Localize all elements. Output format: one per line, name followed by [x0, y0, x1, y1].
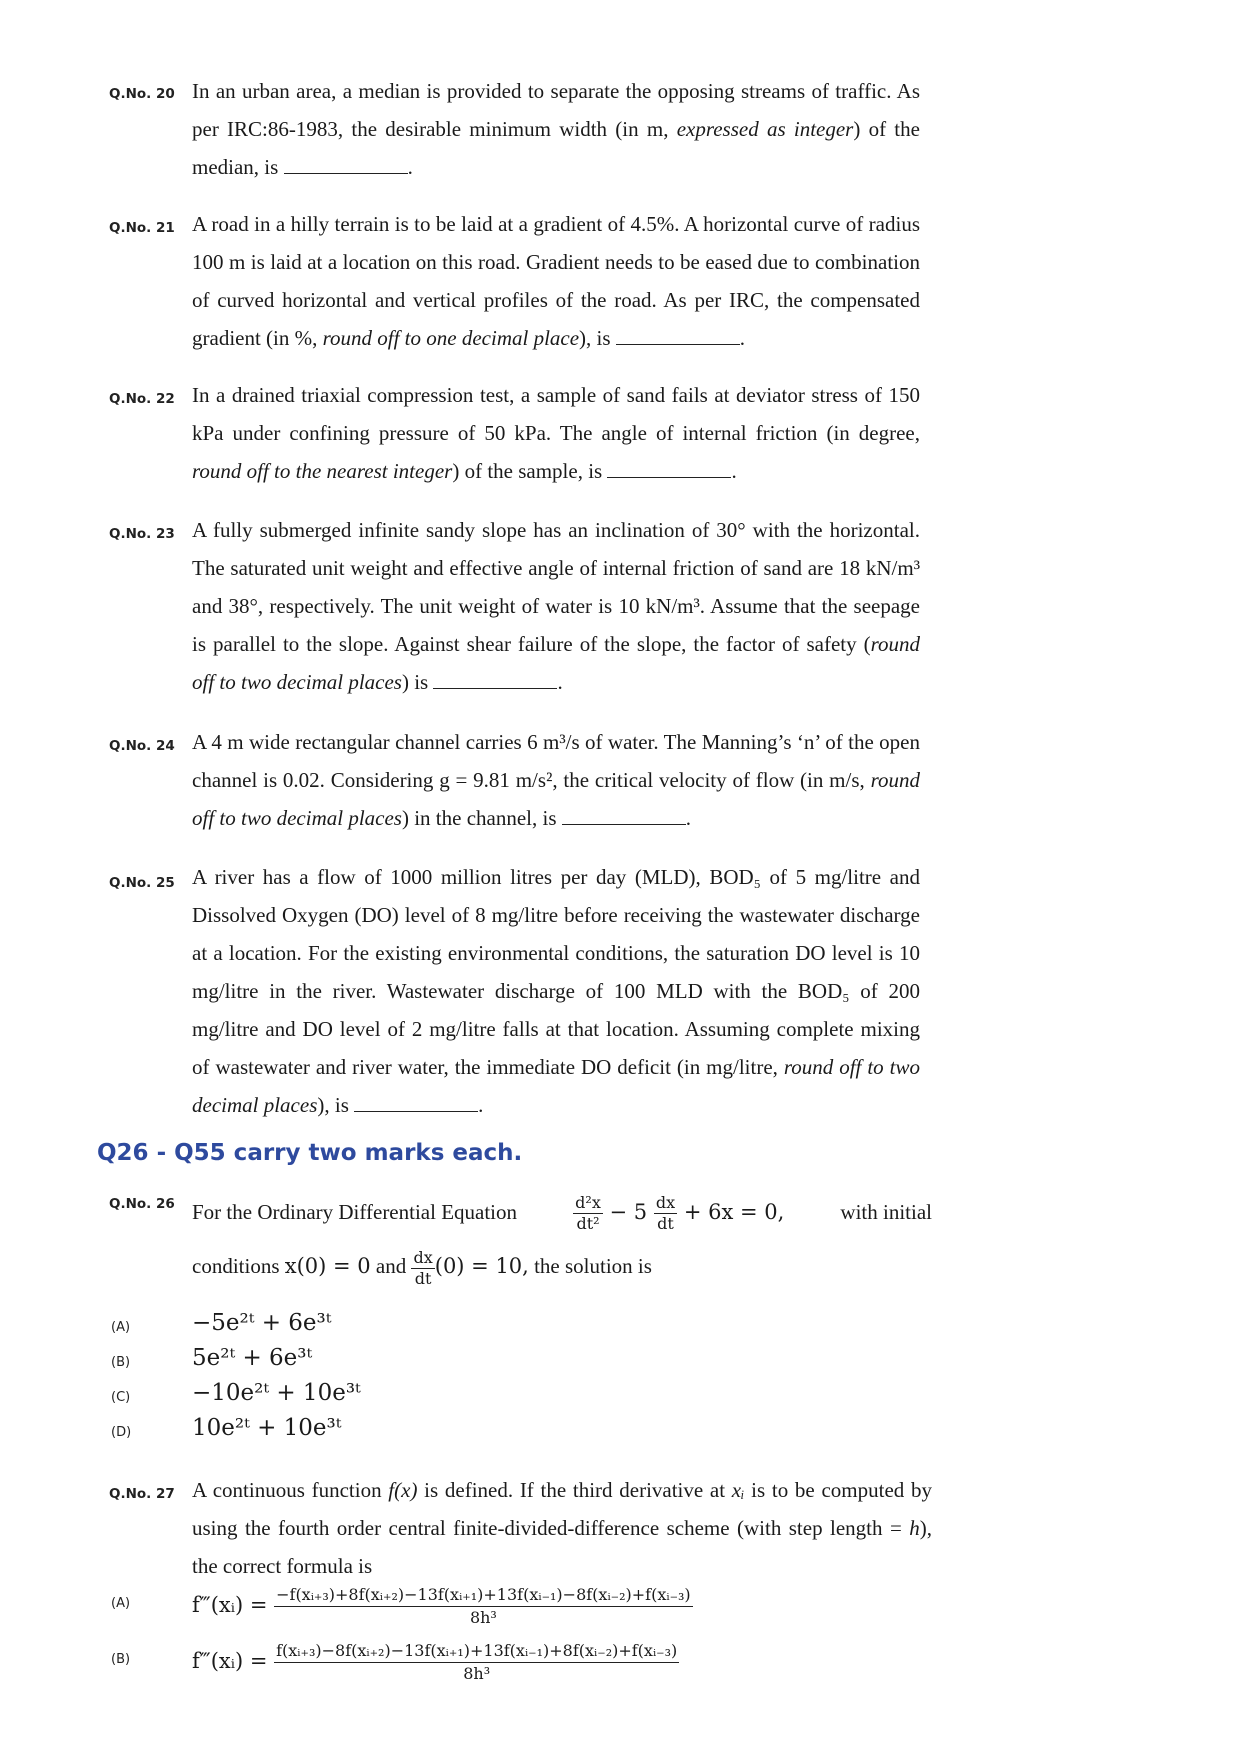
initial-condition: x(0) = 0	[284, 1254, 371, 1278]
option-label: (A)	[111, 1596, 131, 1611]
question-text: A road in a hilly terrain is to be laid at a gradient of 4.5%. A horizontal curve of radius 100 m is laid at a location on this road. Gradient needs to be eased due to combination of curved horizontal and vertical profiles of the road. As per IRC, the compensated gradient (in %, round off to one decimal place), is .	[192, 212, 920, 350]
question-text: In an urban area, a median is provided to separate the opposing streams of traffic. As per IRC:86-1983, the desirable minimum width (in m, expressed as integer) of the median, is .	[192, 79, 920, 179]
conditions-label: conditions	[192, 1254, 280, 1278]
question-number: Q.No. 24	[109, 738, 175, 754]
option-formula	[192, 1584, 693, 1629]
question-instruction: expressed as integer	[676, 117, 854, 141]
fraction-denominator: 8h³	[463, 1664, 491, 1683]
question-body: ), the correct formula is	[192, 1516, 932, 1578]
ode-intro: For the Ordinary Differential Equation	[192, 1200, 518, 1224]
question-number: Q.No. 21	[109, 220, 175, 236]
question-text: A river has a flow of 1000 million litres per day (MLD), BOD₅ of 5 mg/litre and Dissolved Oxygen (DO) level of 8 mg/litre before receiving the wastewater discharge at a location. For the existing environmental conditions, the saturation DO level is 10 mg/litre in the river. Wastewater discharge of 100 MLD with the BOD₅ of 200 mg/litre and DO level of 2 mg/litre falls at that location. Assuming complete mixing of wastewater and river water, the immediate DO deficit (in mg/litre, round off to two decimal places), is .	[192, 865, 920, 1117]
question-body: A road in a hilly terrain is to be laid at a gradient of 4.5%. A horizontal curve of radius 100 m is laid at a location on this road. Gradient needs to be eased due to combination of curved horizontal and vertical profiles of the road. As per IRC, the compensated gradient (in %,	[192, 212, 920, 350]
question-number: Q.No. 27	[109, 1486, 175, 1502]
answer-blank	[616, 322, 740, 345]
question-body: In a drained triaxial compression test, a sample of sand fails at deviator stress of 150 kPa under confining pressure of 50 kPa. The angle of internal friction (in degree,	[192, 383, 920, 445]
option-label: (B)	[111, 1652, 131, 1667]
section-heading: Q26 - Q55 carry two marks each.	[97, 1140, 523, 1166]
conditions-line	[192, 1242, 932, 1290]
question-tail: ), is	[579, 326, 611, 350]
question-body: In an urban area, a median is provided to separate the opposing streams of traffic. As per IRC:86-1983, the desirable minimum width (in m,	[192, 79, 920, 141]
question-instruction: round off to two decimal places	[192, 632, 920, 694]
option-answer: 5e²ᵗ + 6e³ᵗ	[192, 1345, 313, 1371]
question-instruction: round off to the nearest integer	[192, 459, 453, 483]
question-text	[192, 1471, 932, 1585]
question-number: Q.No. 26	[109, 1196, 175, 1212]
formula-fraction	[274, 1584, 693, 1629]
option-answer: 10e²ᵗ + 10e³ᵗ	[192, 1415, 342, 1441]
option-answer: −10e²ᵗ + 10e³ᵗ	[192, 1380, 361, 1406]
fraction-denominator: dt	[414, 1268, 432, 1288]
question-tail: ) of the median, is	[192, 117, 920, 179]
option-label: (B)	[111, 1355, 131, 1370]
option-answer: −5e²ᵗ + 6e³ᵗ	[192, 1310, 332, 1336]
ode-equation	[573, 1188, 784, 1236]
question-tail: ) in the channel, is	[401, 806, 557, 830]
option-label: (C)	[111, 1390, 131, 1405]
question-text: A fully submerged infinite sandy slope has an inclination of 30° with the horizontal. The saturated unit weight and effective angle of internal friction of sand are 18 kN/m³ and 38°, respectively. The unit weight of water is 10 kN/m³. Assume that the seepage is parallel to the slope. Against shear failure of the slope, the factor of safety (round off to two decimal places) is .	[192, 518, 920, 694]
fraction-numerator: d²x	[575, 1193, 601, 1212]
fraction-denominator: dt²	[576, 1214, 600, 1233]
first-derivative-fraction	[654, 1193, 677, 1234]
fraction-numerator: f(xᵢ₊₃)−8f(xᵢ₊₂)−13f(xᵢ₊₁)+13f(xᵢ₋₁)+8f(xᵢ₋₂)+f(xᵢ₋₃)	[274, 1640, 679, 1663]
fraction-denominator: 8h³	[469, 1608, 497, 1627]
ode-outro: with initial	[840, 1200, 932, 1224]
initial-condition: (0) = 10,	[434, 1254, 529, 1278]
option-formula	[192, 1640, 679, 1685]
fraction-numerator: dx	[413, 1247, 433, 1267]
question-text	[192, 1188, 932, 1290]
question-tail: ) is	[401, 670, 429, 694]
fraction-numerator: −f(xᵢ₊₃)+8f(xᵢ₊₂)−13f(xᵢ₊₁)+13f(xᵢ₋₁)−8f(xᵢ₋₂)+f(xᵢ₋₃)	[274, 1584, 693, 1607]
second-derivative-fraction	[573, 1193, 603, 1234]
question-instruction: round off to two decimal places	[192, 768, 920, 830]
question-tail: ), is	[317, 1093, 349, 1117]
question-body: A fully submerged infinite sandy slope has an inclination of 30° with the horizontal. The saturated unit weight and effective angle of internal friction of sand are 18 kN/m³ and 38°, respectively. The unit weight of water is 10 kN/m³. Assume that the seepage is parallel to the slope. Against shear failure of the slope, the factor of safety (	[192, 518, 920, 656]
fraction-denominator: dt	[657, 1214, 674, 1233]
question-body: A 4 m wide rectangular channel carries 6 m³/s of water. The Manning’s ‘n’ of the open channel is 0.02. Considering g = 9.81 m/s², the critical velocity of flow (in m/s,	[192, 730, 920, 792]
answer-blank	[607, 455, 731, 478]
question-text: In a drained triaxial compression test, a sample of sand fails at deviator stress of 150 kPa under confining pressure of 50 kPa. The angle of internal friction (in degree, round off to the nearest integer) of the sample, is .	[192, 383, 920, 483]
answer-blank	[284, 151, 408, 174]
formula-lhs: f‴(xᵢ) =	[192, 1593, 268, 1617]
function-symbol: f(x)	[388, 1478, 418, 1502]
formula-fraction	[274, 1640, 679, 1685]
question-body: is defined. If the third derivative at	[417, 1478, 732, 1502]
question-instruction: round off to two decimal places	[192, 1055, 920, 1117]
step-symbol: h	[909, 1516, 920, 1540]
conditions-tail: the solution is	[534, 1254, 652, 1278]
derivative-fraction	[411, 1248, 434, 1289]
formula-lhs: f‴(xᵢ) =	[192, 1649, 268, 1673]
point-symbol: xᵢ	[731, 1478, 745, 1502]
equation-term: + 6x = 0,	[683, 1200, 785, 1224]
question-number: Q.No. 23	[109, 526, 175, 542]
question-number: Q.No. 22	[109, 391, 175, 407]
conjunction: and	[375, 1254, 407, 1278]
question-text: A 4 m wide rectangular channel carries 6 m³/s of water. The Manning’s ‘n’ of the open channel is 0.02. Considering g = 9.81 m/s², the critical velocity of flow (in m/s, round off to two decimal places) in the channel, is .	[192, 730, 920, 830]
fraction-numerator: dx	[655, 1193, 676, 1212]
answer-blank	[433, 666, 557, 689]
question-instruction: round off to one decimal place	[322, 326, 580, 350]
option-label: (A)	[111, 1320, 131, 1335]
question-body: is to be computed by using the fourth order central finite-divided-difference scheme (with step length =	[192, 1478, 932, 1540]
question-tail: ) of the sample, is	[452, 459, 603, 483]
question-body: A continuous function	[192, 1478, 389, 1502]
ode-line	[192, 1188, 932, 1236]
question-number: Q.No. 20	[109, 86, 175, 102]
question-body: A river has a flow of 1000 million litres per day (MLD), BOD₅ of 5 mg/litre and Dissolved Oxygen (DO) level of 8 mg/litre before receiving the wastewater discharge at a location. For the existing environmental conditions, the saturation DO level is 10 mg/litre in the river. Wastewater discharge of 100 MLD with the BOD₅ of 200 mg/litre and DO level of 2 mg/litre falls at that location. Assuming complete mixing of wastewater and river water, the immediate DO deficit (in mg/litre,	[192, 865, 920, 1079]
equation-term: − 5	[609, 1200, 648, 1224]
answer-blank	[354, 1089, 478, 1112]
answer-blank	[562, 802, 686, 825]
option-label: (D)	[111, 1425, 132, 1440]
question-number: Q.No. 25	[109, 875, 175, 891]
